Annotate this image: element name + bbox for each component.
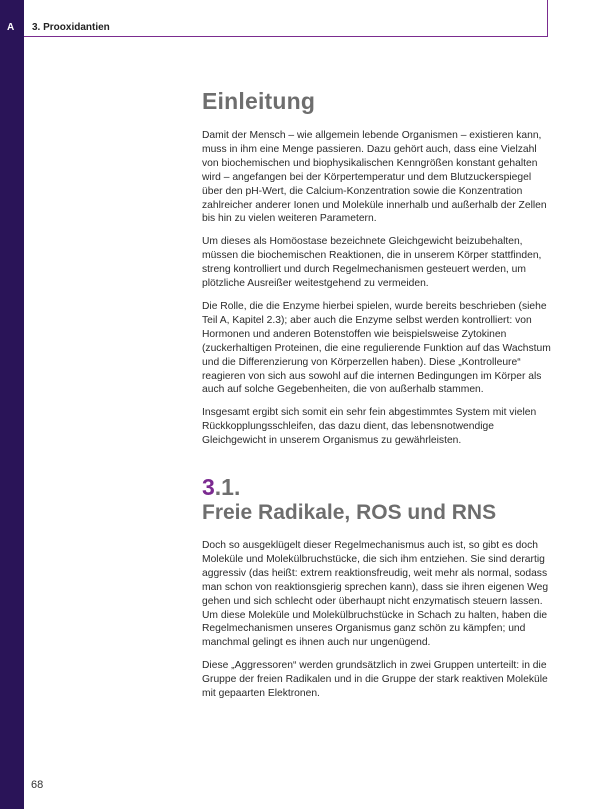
main-content	[202, 88, 554, 710]
page-number: 68	[31, 779, 44, 791]
section-title: Freie Radikale, ROS und RNS	[202, 501, 497, 525]
header-rule-right	[547, 0, 548, 37]
intro-paragraph-1: Damit der Mensch – wie allgemein lebende Organismen – existieren kann, muss in ihm eine Menge passieren. Dazu gehört auch, dass eine Vielzahl von biochemischen und biophysikalischen Kenngrößen konstant gehalten wird – angefangen bei der Körpertemperatur und dem Blutzuckerspiegel über den pH-Wert, die Calcium-Konzentration sowie die Konzentration zahlreicher anderer Ionen und Moleküle innerhalb und außerhalb der Zellen bis hin zu vielen weiteren Parametern.	[202, 130, 547, 225]
intro-paragraph-3: Die Rolle, die die Enzyme hierbei spielen, wurde bereits beschrieben (siehe Teil A, Kapitel 2.3); aber auch die Enzyme selbst werden kontrolliert: von Hormonen und anderen Botenstoffen wie beispielsweise Zytokinen (zuckerhaltigen Proteinen, die eine regulierende Funktion auf das Wachstum und die Differenzierung von Körperzellen haben). Diese „Kontrolleure“ reagieren von sich aus sowohl auf die internen Bedingungen im Körper als auch auf solche Gegebenheiten, die von außerhalb stammen.	[202, 300, 551, 396]
section-number-accent: 3	[202, 474, 215, 501]
section-paragraph-2: Diese „Aggressoren“ werden grundsätzlich in zwei Gruppen unterteilt: in die Gruppe der freien Radikalen und in die Gruppe der stark reaktiven Moleküle mit gepaarten Elektronen.	[202, 660, 548, 700]
section-paragraph-1: Doch so ausgeklügelt dieser Regelmechanismus auch ist, so gibt es doch Moleküle und Molekülbruchstücke, die sich ihm entziehen. Sie sind derartig aggressiv (das heißt: extrem reaktionsfreudig, weit mehr als normal, sodass man schon von reaktionsgierig sprechen kann), dass sie ihren eigenen Weg gehen und sich schlecht oder überhaupt nicht enzymatisch steuern lassen. Um diese Moleküle und Molekülbruchstücke in Schach zu halten, haben die Regelmechanismen unseres Organismus ganz schön zu kämpfen; und manchmal gelingt es ihnen auch nur ungenügend.	[202, 540, 549, 649]
running-header-title: 3. Prooxidantien	[32, 22, 110, 33]
intro-heading: Einleitung	[202, 88, 316, 114]
section-number-rest: .1.	[214, 474, 241, 501]
section-number	[202, 475, 554, 499]
intro-paragraph-2: Um dieses als Homöostase bezeichnete Gleichgewicht beizubehalten, müssen die biochemischen Reaktionen, die in unserem Körper stattfinden, streng kontrolliert und durch Regelmechanismen gesteuert werden, um plötzliche Ausreißer weitestgehend zu vermeiden.	[202, 236, 542, 290]
header-rule	[24, 36, 548, 37]
intro-paragraph-4: Insgesamt ergibt sich somit ein sehr fein abgestimmtes System mit vielen Rückkopplungsschleifen, das dazu dient, das lebensnotwendige Gleichgewicht in unserem Organismus zu gewährleisten.	[202, 407, 537, 447]
chapter-side-bar	[0, 0, 24, 809]
chapter-letter: A	[7, 22, 15, 33]
